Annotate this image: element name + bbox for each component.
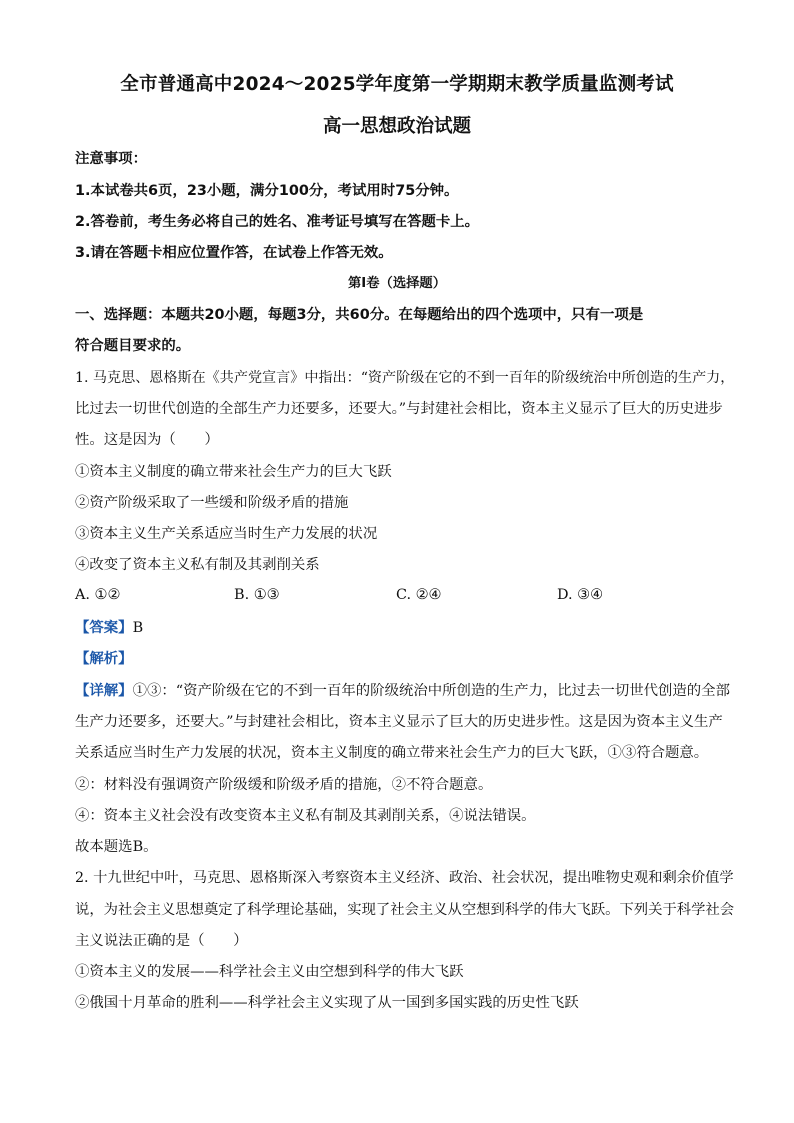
option-d: D. ③④ bbox=[557, 587, 603, 603]
question-2-stem: 2. 十九世纪中叶，马克思、恩格斯深入考察资本主义经济、政治、社会状况，提出唯物史观和剩余价值学 bbox=[75, 870, 734, 886]
question-1-stem: 比过去一切世代创造的全部生产力还要多，还要大。”与封建社会相比，资本主义显示了巨大的历史进步 bbox=[75, 401, 723, 417]
notice-item: 1.本试卷共6页，23小题，满分100分，考试用时75分钟。 bbox=[75, 183, 459, 199]
option-c: C. ②④ bbox=[396, 587, 442, 603]
option-b: B. ①③ bbox=[234, 587, 280, 603]
question-2-statement: ①资本主义的发展——科学社会主义由空想到科学的伟大飞跃 bbox=[75, 964, 464, 980]
notice-item: 2.答卷前，考生务必将自己的姓名、准考证号填写在答题卡上。 bbox=[75, 214, 480, 230]
answer-row bbox=[75, 618, 734, 638]
analysis-row bbox=[75, 649, 734, 669]
detail-row bbox=[75, 681, 734, 701]
option-a: A. ①② bbox=[75, 587, 121, 603]
detail-text: ④：资本主义社会没有改变资本主义私有制及其剥削关系，④说法错误。 bbox=[75, 808, 536, 824]
exam-subtitle: 高一思想政治试题 bbox=[322, 116, 471, 137]
answer-tag: 【答案】 bbox=[75, 620, 133, 636]
question-1-stem: 性。这是因为（ ） bbox=[75, 432, 219, 448]
analysis-tag: 【解析】 bbox=[75, 651, 133, 667]
detail-text: ②：材料没有强调资产阶级缓和阶级矛盾的措施，②不符合题意。 bbox=[75, 777, 493, 793]
section-instruction: 一、选择题：本题共20小题，每题3分，共60分。在每题给出的四个选项中，只有一项是 bbox=[75, 307, 644, 323]
answer-value: B bbox=[132, 620, 144, 636]
question-1-statement: ①资本主义制度的确立带来社会生产力的巨大飞跃 bbox=[75, 464, 392, 480]
question-1-statement: ②资产阶级采取了一些缓和阶级矛盾的措施 bbox=[75, 495, 349, 511]
section-title: 第Ⅰ卷（选择题） bbox=[347, 276, 447, 291]
question-2-stem: 主义说法正确的是（ ） bbox=[75, 933, 248, 949]
notice-heading: 注意事项： bbox=[75, 151, 147, 167]
detail-text: 关系适应当时生产力发展的状况，资本主义制度的确立带来社会生产力的巨大飞跃，①③符合题意。 bbox=[75, 745, 709, 761]
exam-title: 全市普通高中2024～2025学年度第一学期期末教学质量监测考试 bbox=[120, 74, 674, 95]
section-instruction: 符合题目要求的。 bbox=[75, 338, 191, 354]
detail-tag: 【详解】 bbox=[75, 683, 133, 699]
notice-item: 3.请在答题卡相应位置作答，在试卷上作答无效。 bbox=[75, 245, 393, 261]
question-2-statement: ②俄国十月革命的胜利——科学社会主义实现了从一国到多国实践的历史性飞跃 bbox=[75, 995, 579, 1011]
detail-text: ①③：“资产阶级在它的不到一百年的阶级统治中所创造的生产力，比过去一切世代创造的全部 bbox=[132, 683, 730, 699]
question-2-stem: 说，为社会主义思想奠定了科学理论基础，实现了社会主义从空想到科学的伟大飞跃。下列关于科学社会 bbox=[75, 902, 735, 918]
question-1-stem: 1. 马克思、恩格斯在《共产党宣言》中指出：“资产阶级在它的不到一百年的阶级统治中所创造的生产力， bbox=[75, 370, 735, 386]
detail-text: 生产力还要多，还要大。”与封建社会相比，资本主义显示了巨大的历史进步性。这是因为资本主义生产 bbox=[75, 714, 723, 730]
question-1-statement: ③资本主义生产关系适应当时生产力发展的状况 bbox=[75, 526, 378, 542]
detail-conclusion: 故本题选B。 bbox=[75, 839, 158, 855]
question-1-statement: ④改变了资本主义私有制及其剥削关系 bbox=[75, 557, 320, 573]
